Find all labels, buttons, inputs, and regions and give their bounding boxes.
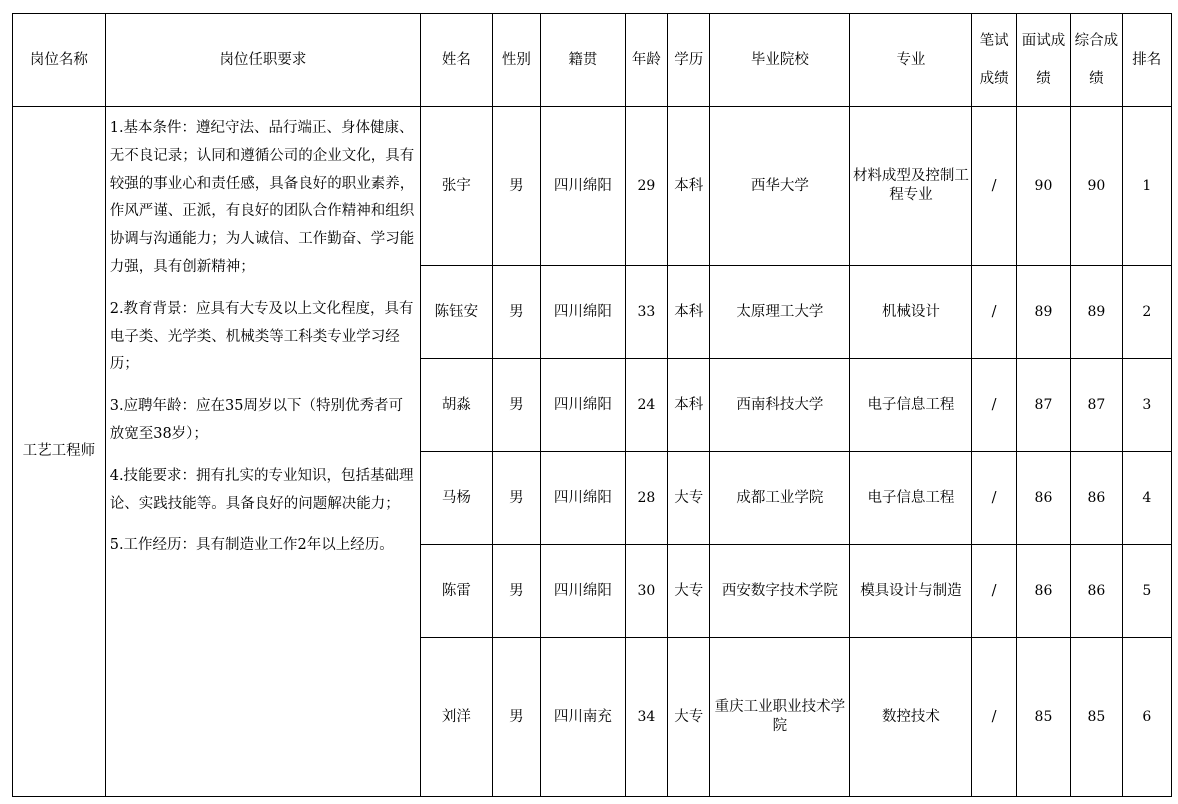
header-interview-score: 面试成绩	[1016, 14, 1070, 107]
education-cell: 大专	[668, 452, 710, 545]
total-score-cell: 89	[1071, 266, 1122, 359]
age-cell: 30	[625, 545, 667, 638]
requirements-cell	[105, 107, 420, 797]
education-cell: 大专	[668, 638, 710, 797]
header-origin: 籍贯	[541, 14, 626, 107]
interview-score-cell: 85	[1016, 638, 1070, 797]
name-cell: 马杨	[421, 452, 493, 545]
education-cell: 本科	[668, 359, 710, 452]
school-cell: 太原理工大学	[710, 266, 850, 359]
name-cell: 刘洋	[421, 638, 493, 797]
header-requirements: 岗位任职要求	[105, 14, 420, 107]
requirement-item: 3.应聘年龄：应在35周岁以下（特别优秀者可放宽至38岁）；	[109, 398, 404, 442]
age-cell: 33	[625, 266, 667, 359]
header-position: 岗位名称	[13, 14, 106, 107]
age-cell: 34	[625, 638, 667, 797]
table-row	[13, 107, 1172, 266]
age-cell: 24	[625, 359, 667, 452]
written-score-cell: /	[972, 266, 1016, 359]
age-cell: 29	[625, 107, 667, 266]
origin-cell: 四川绵阳	[541, 266, 626, 359]
gender-cell: 男	[492, 266, 540, 359]
header-major: 专业	[850, 14, 972, 107]
written-score-cell: /	[972, 107, 1016, 266]
gender-cell: 男	[492, 107, 540, 266]
gender-cell: 男	[492, 452, 540, 545]
interview-score-cell: 86	[1016, 452, 1070, 545]
school-cell: 成都工业学院	[710, 452, 850, 545]
name-cell: 胡淼	[421, 359, 493, 452]
major-cell: 机械设计	[850, 266, 972, 359]
total-score-cell: 86	[1071, 545, 1122, 638]
origin-cell: 四川绵阳	[541, 452, 626, 545]
origin-cell: 四川绵阳	[541, 545, 626, 638]
gender-cell: 男	[492, 638, 540, 797]
rank-cell: 2	[1122, 266, 1171, 359]
education-cell: 大专	[668, 545, 710, 638]
requirement-item: 4.技能要求：拥有扎实的专业知识，包括基础理论、实践技能等。具备良好的问题解决能力；	[109, 467, 414, 512]
written-score-cell: /	[972, 359, 1016, 452]
total-score-cell: 86	[1071, 452, 1122, 545]
school-cell: 西南科技大学	[710, 359, 850, 452]
written-score-cell: /	[972, 638, 1016, 797]
header-name: 姓名	[421, 14, 493, 107]
major-cell: 电子信息工程	[850, 359, 972, 452]
rank-cell: 6	[1122, 638, 1171, 797]
name-cell: 张宇	[421, 107, 493, 266]
header-rank: 排名	[1122, 14, 1171, 107]
major-cell: 电子信息工程	[850, 452, 972, 545]
interview-score-cell: 87	[1016, 359, 1070, 452]
name-cell: 陈钰安	[421, 266, 493, 359]
rank-cell: 5	[1122, 545, 1171, 638]
major-cell: 数控技术	[850, 638, 972, 797]
requirement-item: 1.基本条件：遵纪守法、品行端正、身体健康、无不良记录；认同和遵循公司的企业文化，具有较强的事业心和责任感，具备良好的职业素养，作风严谨、正派，有良好的团队合作精神和组织协调与沟通能力；为人诚信、工作勤奋、学习能力强，具有创新精神；	[109, 120, 415, 275]
written-score-cell: /	[972, 545, 1016, 638]
header-written-score: 笔试成绩	[972, 14, 1016, 107]
total-score-cell: 85	[1071, 638, 1122, 797]
header-education: 学历	[668, 14, 710, 107]
origin-cell: 四川绵阳	[541, 359, 626, 452]
candidate-table	[12, 13, 1172, 797]
requirement-item: 5.工作经历：具有制造业工作2年以上经历。	[109, 537, 394, 554]
rank-cell: 1	[1122, 107, 1171, 266]
age-cell: 28	[625, 452, 667, 545]
origin-cell: 四川绵阳	[541, 107, 626, 266]
gender-cell: 男	[492, 545, 540, 638]
school-cell: 西华大学	[710, 107, 850, 266]
header-row	[13, 14, 1172, 107]
rank-cell: 4	[1122, 452, 1171, 545]
position-cell: 工艺工程师	[13, 107, 106, 797]
header-school: 毕业院校	[710, 14, 850, 107]
origin-cell: 四川南充	[541, 638, 626, 797]
total-score-cell: 90	[1071, 107, 1122, 266]
gender-cell: 男	[492, 359, 540, 452]
requirement-item: 2.教育背景：应具有大专及以上文化程度，具有电子类、光学类、机械类等工科类专业学习经历；	[109, 300, 414, 373]
interview-score-cell: 86	[1016, 545, 1070, 638]
header-age: 年龄	[625, 14, 667, 107]
header-total-score: 综合成绩	[1071, 14, 1122, 107]
major-cell: 材料成型及控制工程专业	[850, 107, 972, 266]
interview-score-cell: 90	[1016, 107, 1070, 266]
header-gender: 性别	[492, 14, 540, 107]
school-cell: 重庆工业职业技术学院	[710, 638, 850, 797]
major-cell: 模具设计与制造	[850, 545, 972, 638]
education-cell: 本科	[668, 266, 710, 359]
rank-cell: 3	[1122, 359, 1171, 452]
written-score-cell: /	[972, 452, 1016, 545]
name-cell: 陈雷	[421, 545, 493, 638]
school-cell: 西安数字技术学院	[710, 545, 850, 638]
education-cell: 本科	[668, 107, 710, 266]
interview-score-cell: 89	[1016, 266, 1070, 359]
total-score-cell: 87	[1071, 359, 1122, 452]
